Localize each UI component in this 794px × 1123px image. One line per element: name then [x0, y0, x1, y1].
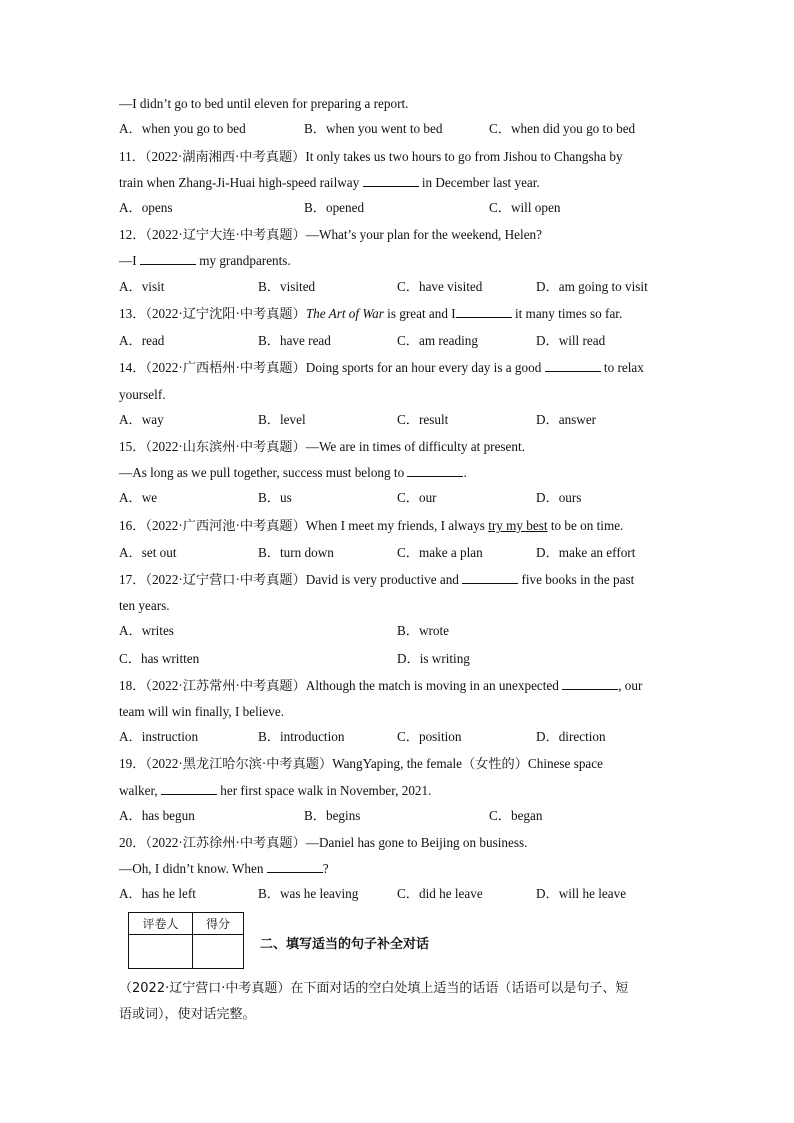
q13-blank [456, 306, 512, 318]
q17-blank [462, 572, 518, 584]
q15-stem-part2: . [463, 465, 467, 480]
q11-option-c[interactable]: C．will open [489, 200, 561, 215]
q20-stem-part1: —Oh, I didn’t know. When [119, 861, 264, 876]
q11-option-b[interactable]: B．opened [304, 200, 365, 215]
q18-option-b[interactable]: B．introduction [258, 729, 345, 744]
q16-stem-part2: to be on time. [547, 518, 624, 533]
q20-option-d[interactable]: D．will he leave [536, 886, 627, 901]
q15-option-c[interactable]: C．our [397, 490, 437, 505]
q18-stem-part1: 18．（2022·江苏常州·中考真题）Although the match is moving in an unexpected [119, 678, 559, 693]
q19-option-a[interactable]: A．has begun [119, 808, 195, 823]
q19-option-b[interactable]: B．begins [304, 808, 361, 823]
q11-stem-line2 [119, 175, 540, 191]
q12-option-c[interactable]: C．have visited [397, 279, 483, 294]
q10-option-a[interactable]: A．when you go to bed [119, 121, 246, 136]
q13-book-title: The Art of War [305, 306, 384, 321]
q17-stem-part2: five books in the past [521, 572, 635, 587]
section-2-instruction-line1: （2022·辽宁营口·中考真题）在下面对话的空白处填上适当的话语（话语可以是句子、短 [119, 981, 629, 996]
q14-option-c[interactable]: C．result [397, 412, 449, 427]
score-table-score-header: 得分 [193, 913, 244, 935]
q13-stem [119, 306, 622, 322]
q16-stem [119, 518, 623, 534]
q14-option-a[interactable]: A．way [119, 412, 164, 427]
q12-stem-line1: 12．（2022·辽宁大连·中考真题）—What’s your plan for the weekend, Helen? [119, 227, 542, 242]
q19-stem-part2: her first space walk in November, 2021. [220, 783, 432, 798]
q13-source: 13．（2022·辽宁沈阳·中考真题） [119, 306, 306, 321]
q17-stem-line1 [119, 572, 634, 588]
q20-blank [267, 861, 323, 873]
q14-option-b[interactable]: B．level [258, 412, 306, 427]
q11-stem-part2: in December last year. [421, 175, 540, 190]
q16-option-d[interactable]: D．make an effort [536, 545, 636, 560]
q17-stem-part1: 17．（2022·辽宁营口·中考真题）David is very productive and [119, 572, 459, 587]
q18-blank [562, 678, 618, 690]
q19-blank [161, 783, 217, 795]
q16-stem-part1: 16．（2022·广西河池·中考真题）When I meet my friends, I always [119, 518, 489, 533]
q17-stem-line2: ten years. [119, 598, 170, 613]
q16-option-a[interactable]: A．set out [119, 545, 177, 560]
score-table-score-cell[interactable] [193, 935, 244, 969]
q11-blank [363, 175, 419, 187]
q14-stem-part1: 14．（2022·广西梧州·中考真题）Doing sports for an hour every day is a good [119, 360, 542, 375]
q20-option-c[interactable]: C．did he leave [397, 886, 483, 901]
q12-stem-line2 [119, 253, 291, 269]
q20-stem-line1: 20．（2022·江苏徐州·中考真题）—Daniel has gone to Beijing on business. [119, 835, 528, 850]
q11-stem-line1: 11．（2022·湖南湘西·中考真题）It only takes us two hours to go from Jishou to Changsha by [119, 149, 623, 164]
q16-option-b[interactable]: B．turn down [258, 545, 334, 560]
q15-option-d[interactable]: D．ours [536, 490, 582, 505]
q12-stem-part1: —I [119, 253, 137, 268]
q20-stem-part2: ? [322, 861, 329, 876]
q13-stem-part1: is great and I [383, 306, 456, 321]
q20-option-b[interactable]: B．was he leaving [258, 886, 359, 901]
q12-option-a[interactable]: A．visit [119, 279, 165, 294]
q19-stem-line2 [119, 783, 431, 799]
q14-option-d[interactable]: D．answer [536, 412, 597, 427]
q12-option-b[interactable]: B．visited [258, 279, 316, 294]
q19-stem-line1: 19．（2022·黑龙江哈尔滨·中考真题）WangYaping, the female（女性的）Chinese space [119, 756, 603, 771]
q14-stem-line1 [119, 360, 644, 376]
q20-stem-line2 [119, 861, 329, 877]
q16-underlined-phrase: try my best [488, 518, 548, 533]
q18-stem-part2: , our [618, 678, 643, 693]
q11-option-a[interactable]: A．opens [119, 200, 173, 215]
q14-blank [545, 360, 601, 372]
q10-option-c[interactable]: C．when did you go to bed [489, 121, 636, 136]
q11-stem-part1: train when Zhang-Ji-Huai high-speed railway [119, 175, 360, 190]
q13-option-c[interactable]: C．am reading [397, 333, 478, 348]
q20-option-a[interactable]: A．has he left [119, 886, 196, 901]
q12-option-d[interactable]: D．am going to visit [536, 279, 648, 294]
q18-stem-line1 [119, 678, 642, 694]
score-table-reviewer-cell[interactable] [129, 935, 193, 969]
q10-dialog: —I didn’t go to bed until eleven for preparing a report. [119, 96, 409, 111]
q18-option-c[interactable]: C．position [397, 729, 462, 744]
q13-stem-part2: it many times so far. [514, 306, 623, 321]
section-2-instruction-line2: 语或词），使对话完整。 [119, 1007, 256, 1022]
q13-option-d[interactable]: D．will read [536, 333, 606, 348]
q17-option-d[interactable]: D．is writing [397, 651, 470, 666]
q15-option-a[interactable]: A．we [119, 490, 158, 505]
q18-stem-line2: team will win finally, I believe. [119, 704, 285, 719]
q13-option-a[interactable]: A．read [119, 333, 165, 348]
q18-option-d[interactable]: D．direction [536, 729, 606, 744]
q15-stem-line1: 15．（2022·山东滨州·中考真题）—We are in times of difficulty at present. [119, 439, 525, 454]
q15-option-b[interactable]: B．us [258, 490, 292, 505]
q12-blank [140, 253, 196, 265]
q15-stem-part1: —As long as we pull together, success must belong to [119, 465, 405, 480]
q17-option-b[interactable]: B．wrote [397, 623, 450, 638]
q19-option-c[interactable]: C．began [489, 808, 543, 823]
q15-blank [407, 465, 463, 477]
section-2-title: 二、填写适当的句子补全对话 [260, 937, 430, 952]
q12-stem-part2: my grandparents. [199, 253, 291, 268]
q17-option-c[interactable]: C．has written [119, 651, 200, 666]
q14-stem-part2: to relax [603, 360, 644, 375]
q18-option-a[interactable]: A．instruction [119, 729, 199, 744]
score-table [128, 912, 244, 969]
q15-stem-line2 [119, 465, 467, 481]
q16-option-c[interactable]: C．make a plan [397, 545, 483, 560]
score-table-reviewer-header: 评卷人 [129, 913, 193, 935]
q19-stem-part1: walker, [119, 783, 158, 798]
q13-option-b[interactable]: B．have read [258, 333, 331, 348]
q10-option-b[interactable]: B．when you went to bed [304, 121, 443, 136]
q17-option-a[interactable]: A．writes [119, 623, 174, 638]
q14-stem-line2: yourself. [119, 387, 166, 402]
